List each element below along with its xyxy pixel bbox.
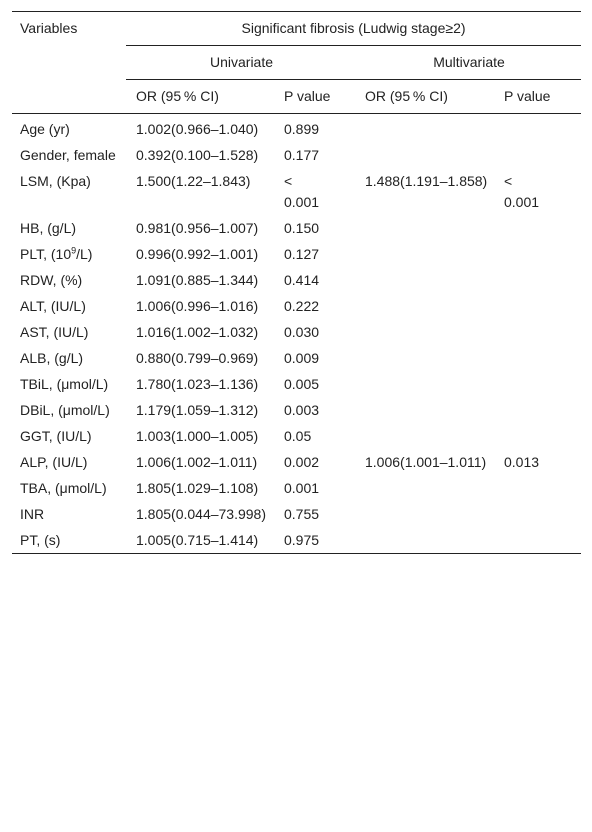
row-variable: ALB, (g/L) bbox=[20, 350, 84, 366]
row-variable: Age (yr) bbox=[20, 121, 70, 137]
row-multivariate-or bbox=[357, 397, 496, 423]
row-variable-suffix: /L) bbox=[76, 246, 93, 262]
row-univariate-p: 0.005 bbox=[284, 376, 320, 392]
row-univariate-p: 0.009 bbox=[284, 350, 320, 366]
table-row bbox=[12, 397, 581, 423]
table-row bbox=[12, 293, 581, 319]
row-variable: GGT, (IU/L) bbox=[20, 428, 92, 444]
row-variable: AST, (IU/L) bbox=[20, 324, 89, 340]
table-row bbox=[12, 449, 581, 475]
row-variable: TBiL, (μmol/L) bbox=[20, 376, 109, 392]
row-multivariate-or bbox=[357, 267, 496, 293]
row-multivariate-p bbox=[496, 267, 581, 293]
row-univariate-p: 0.222 bbox=[284, 298, 320, 314]
row-univariate-or: 1.179(1.059–1.312) bbox=[136, 402, 259, 418]
header-multivariate-or: OR (95 % CI) bbox=[357, 80, 496, 114]
table-row bbox=[12, 168, 581, 215]
table-row bbox=[12, 475, 581, 501]
header-univariate: Univariate bbox=[126, 46, 357, 80]
row-univariate-or: 1.500(1.22–1.843) bbox=[136, 173, 251, 189]
row-univariate-or: 1.006(0.996–1.016) bbox=[136, 298, 259, 314]
row-univariate-or: 1.805(0.044–73.998) bbox=[136, 506, 266, 522]
row-multivariate-p bbox=[496, 527, 581, 554]
row-multivariate-or bbox=[357, 527, 496, 554]
row-variable: DBiL, (μmol/L) bbox=[20, 402, 110, 418]
row-variable: PT, (s) bbox=[20, 532, 61, 548]
row-multivariate-or bbox=[357, 241, 496, 267]
row-univariate-p: 0.127 bbox=[284, 246, 320, 262]
row-univariate-p: 0.003 bbox=[284, 402, 320, 418]
row-multivariate-p bbox=[496, 114, 581, 143]
row-univariate-or: 0.996(0.992–1.001) bbox=[136, 246, 259, 262]
row-univariate-or: 1.003(1.000–1.005) bbox=[136, 428, 259, 444]
row-multivariate-or bbox=[357, 142, 496, 168]
row-multivariate-p bbox=[496, 475, 581, 501]
row-multivariate-p: 0.013 bbox=[504, 454, 540, 470]
row-univariate-or: 1.006(1.002–1.011) bbox=[136, 454, 258, 470]
row-univariate-p: 0.030 bbox=[284, 324, 320, 340]
table-row bbox=[12, 371, 581, 397]
row-univariate-p: 0.001 bbox=[284, 480, 320, 496]
row-multivariate-p bbox=[496, 345, 581, 371]
row-multivariate-or bbox=[357, 501, 496, 527]
row-variable: RDW, (%) bbox=[20, 272, 83, 288]
row-multivariate-p: < 0.001 bbox=[504, 173, 540, 210]
header-univariate-or: OR (95 % CI) bbox=[126, 80, 274, 114]
row-variable: TBA, (μmol/L) bbox=[20, 480, 107, 496]
table-row bbox=[12, 215, 581, 241]
row-univariate-or: 1.780(1.023–1.136) bbox=[136, 376, 259, 392]
row-multivariate-or bbox=[357, 345, 496, 371]
table-row bbox=[12, 114, 581, 143]
row-multivariate-p bbox=[496, 241, 581, 267]
row-multivariate-p bbox=[496, 142, 581, 168]
row-univariate-or: 0.392(0.100–1.528) bbox=[136, 147, 259, 163]
row-univariate-or: 0.880(0.799–0.969) bbox=[136, 350, 259, 366]
row-univariate-p: 0.899 bbox=[284, 121, 320, 137]
row-univariate-or: 1.091(0.885–1.344) bbox=[136, 272, 259, 288]
row-multivariate-p bbox=[496, 293, 581, 319]
header-significant-fibrosis: Significant fibrosis (Ludwig stage≥2) bbox=[126, 12, 581, 46]
row-multivariate-or bbox=[357, 215, 496, 241]
row-variable-prefix: PLT, (10 bbox=[20, 246, 72, 262]
header-multivariate: Multivariate bbox=[357, 46, 581, 80]
row-univariate-p: 0.05 bbox=[284, 428, 312, 444]
row-variable bbox=[12, 241, 126, 267]
row-univariate-p: 0.002 bbox=[284, 454, 320, 470]
row-multivariate-p bbox=[496, 423, 581, 449]
row-variable: ALT, (IU/L) bbox=[20, 298, 86, 314]
row-multivariate-or: 1.488(1.191–1.858) bbox=[365, 173, 488, 189]
header-multivariate-p: P value bbox=[496, 80, 581, 114]
row-univariate-or: 1.005(0.715–1.414) bbox=[136, 532, 259, 548]
table-row bbox=[12, 142, 581, 168]
row-univariate-p: < 0.001 bbox=[284, 173, 320, 210]
row-univariate-p: 0.755 bbox=[284, 506, 320, 522]
row-multivariate-p bbox=[496, 371, 581, 397]
row-univariate-p: 0.150 bbox=[284, 220, 320, 236]
row-multivariate-p bbox=[496, 319, 581, 345]
row-multivariate-or bbox=[357, 423, 496, 449]
row-multivariate-or bbox=[357, 475, 496, 501]
header-variables: Variables bbox=[12, 12, 126, 114]
row-univariate-or: 1.002(0.966–1.040) bbox=[136, 121, 259, 137]
row-variable-superscript: 9 bbox=[71, 245, 77, 256]
row-multivariate-or bbox=[357, 114, 496, 143]
row-multivariate-or bbox=[357, 319, 496, 345]
row-univariate-or: 0.981(0.956–1.007) bbox=[136, 220, 259, 236]
row-multivariate-or bbox=[357, 293, 496, 319]
table-row bbox=[12, 423, 581, 449]
logistic-regression-table bbox=[12, 11, 581, 554]
row-multivariate-p bbox=[496, 215, 581, 241]
header-univariate-p: P value bbox=[274, 80, 357, 114]
row-variable: Gender, female bbox=[20, 147, 116, 163]
table-row bbox=[12, 241, 581, 267]
table-row bbox=[12, 319, 581, 345]
row-multivariate-or bbox=[357, 371, 496, 397]
row-univariate-p: 0.177 bbox=[284, 147, 320, 163]
row-multivariate-p bbox=[496, 501, 581, 527]
results-table-container bbox=[12, 11, 581, 554]
row-variable: INR bbox=[20, 506, 45, 522]
table-row bbox=[12, 267, 581, 293]
table-row bbox=[12, 501, 581, 527]
row-univariate-or: 1.805(1.029–1.108) bbox=[136, 480, 259, 496]
row-multivariate-p bbox=[496, 397, 581, 423]
row-variable: LSM, (Kpa) bbox=[20, 173, 91, 189]
row-univariate-or: 1.016(1.002–1.032) bbox=[136, 324, 259, 340]
table-row bbox=[12, 527, 581, 554]
row-univariate-p: 0.414 bbox=[284, 272, 320, 288]
row-multivariate-or: 1.006(1.001–1.011) bbox=[365, 454, 487, 470]
row-variable: ALP, (IU/L) bbox=[20, 454, 88, 470]
table-row bbox=[12, 345, 581, 371]
row-variable: HB, (g/L) bbox=[20, 220, 77, 236]
row-univariate-p: 0.975 bbox=[284, 532, 320, 548]
